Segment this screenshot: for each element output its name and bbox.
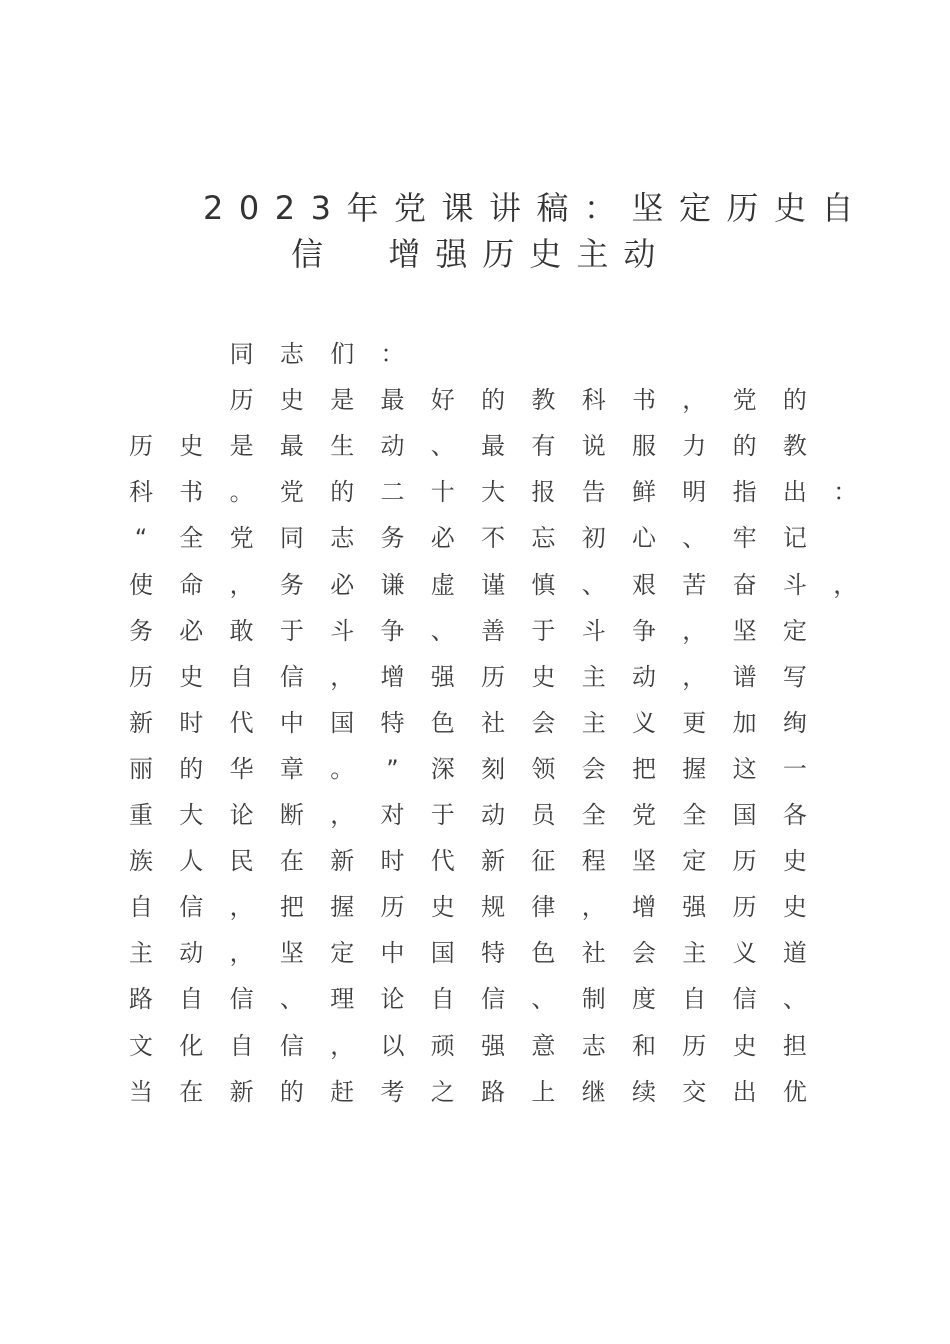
- text-char: 务: [380, 524, 405, 553]
- text-char: 同: [279, 524, 304, 553]
- text-char: 告: [581, 478, 606, 507]
- text-char: 历: [229, 386, 254, 415]
- text-char: 自: [682, 985, 707, 1014]
- text-char: ，: [330, 801, 355, 829]
- text-char: 最: [380, 386, 405, 415]
- text-char: 交: [682, 1077, 707, 1106]
- text-char: 顽: [430, 1031, 455, 1060]
- text-char: 斗: [581, 616, 606, 645]
- text-char: 生: [330, 432, 355, 461]
- text-char: 历: [682, 1031, 707, 1060]
- text-char: 时: [380, 847, 405, 876]
- text-char: 信: [732, 985, 757, 1014]
- text-char: 写: [782, 662, 807, 691]
- text-char: 明: [682, 478, 707, 507]
- text-char: 历: [129, 432, 153, 461]
- text-char: 握: [682, 754, 707, 783]
- text-char: 义: [732, 939, 757, 968]
- text-char: 党: [632, 801, 656, 829]
- text-char: 信: [179, 893, 204, 922]
- text-char: 继: [581, 1077, 606, 1106]
- text-char: 。: [229, 478, 254, 507]
- text-char: 务: [129, 616, 153, 645]
- text-char: 历: [481, 662, 506, 691]
- text-char: 规: [481, 893, 506, 922]
- text-char: 党: [732, 386, 757, 415]
- text-char: 色: [531, 939, 556, 968]
- text-char: 牢: [732, 524, 757, 553]
- text-char: 的: [330, 478, 355, 507]
- text-char: 对: [380, 801, 405, 829]
- text-char: 记: [782, 524, 807, 553]
- text-char: 志: [330, 524, 355, 553]
- text-char: 、: [279, 985, 304, 1014]
- text-char: 的: [732, 432, 757, 461]
- text-char: 的: [481, 386, 506, 415]
- text-char: 全: [581, 801, 606, 829]
- text-char: 历: [129, 662, 153, 691]
- text-char: 初: [581, 524, 606, 553]
- text-char: 历: [380, 893, 405, 922]
- text-char: 史: [782, 847, 807, 876]
- text-char: 主: [581, 708, 606, 737]
- text-char: 义: [632, 708, 656, 737]
- text-char: ：: [833, 478, 858, 507]
- text-char: 在: [179, 1077, 204, 1106]
- text-char: “: [134, 524, 148, 553]
- text-char: 史: [279, 386, 304, 415]
- text-char: 坚: [732, 616, 757, 645]
- text-char: 的: [782, 386, 807, 415]
- text-char: 最: [481, 432, 506, 461]
- text-char: 、: [782, 985, 807, 1014]
- text-char: 在: [279, 847, 304, 876]
- text-char: 、: [581, 570, 606, 599]
- text-char: 上: [531, 1077, 556, 1106]
- text-char: 、: [430, 432, 455, 461]
- text-char: 信: [229, 985, 254, 1014]
- text-char: 深: [430, 754, 455, 783]
- text-char: 史: [430, 893, 455, 922]
- text-char: 历: [732, 893, 757, 922]
- text-char: 最: [279, 432, 304, 461]
- text-char: 国: [430, 939, 455, 968]
- text-char: ，: [229, 893, 254, 922]
- text-char: ，: [229, 570, 254, 599]
- text-char: 文: [129, 1031, 153, 1060]
- text-char: 信: [481, 985, 506, 1014]
- text-char: 之: [430, 1077, 455, 1106]
- text-char: 定: [682, 847, 707, 876]
- text-char: 强: [682, 893, 707, 922]
- text-char: 理: [330, 985, 355, 1014]
- text-char: 制: [581, 985, 606, 1014]
- text-char: 心: [632, 524, 656, 553]
- text-char: 握: [330, 893, 355, 922]
- text-char: 科: [129, 478, 153, 507]
- text-char: 忘: [531, 524, 556, 553]
- text-char: 征: [531, 847, 556, 876]
- text-char: 民: [229, 847, 254, 876]
- text-char: 苦: [682, 570, 707, 599]
- text-char: 服: [632, 432, 656, 461]
- text-char: 的: [279, 1077, 304, 1106]
- text-char: 、: [531, 985, 556, 1014]
- text-char: 谱: [732, 662, 757, 691]
- text-char: 争: [632, 616, 656, 645]
- text-char: 是: [229, 432, 254, 461]
- text-char: 全: [179, 524, 204, 553]
- text-char: 主: [682, 939, 707, 968]
- text-char: 历: [732, 847, 757, 876]
- text-char: 增: [632, 893, 656, 922]
- text-char: 路: [129, 985, 153, 1014]
- text-char: 志: [581, 1031, 606, 1060]
- text-char: 担: [782, 1031, 807, 1060]
- text-char: 信: [279, 662, 304, 691]
- text-char: 二: [380, 478, 405, 507]
- text-char: 强: [481, 1031, 506, 1060]
- text-char: 自: [430, 985, 455, 1014]
- text-char: 当: [129, 1077, 153, 1106]
- text-char: 加: [732, 708, 757, 737]
- text-char: 艰: [632, 570, 656, 599]
- text-char: 续: [632, 1077, 656, 1106]
- text-char: 自: [179, 985, 204, 1014]
- text-char: 新: [330, 847, 355, 876]
- text-char: 强: [430, 662, 455, 691]
- text-char: 务: [279, 570, 304, 599]
- text-char: 中: [279, 708, 304, 737]
- text-char: ：: [380, 340, 405, 368]
- text-char: 史: [531, 662, 556, 691]
- text-char: 会: [531, 708, 556, 737]
- text-char: 谦: [380, 570, 405, 599]
- text-char: 动: [380, 432, 405, 461]
- text-char: 善: [481, 616, 506, 645]
- text-char: ，: [833, 570, 858, 599]
- text-char: 说: [581, 432, 606, 461]
- text-char: 意: [531, 1031, 556, 1060]
- text-char: 特: [380, 708, 405, 737]
- text-char: ，: [682, 616, 707, 645]
- text-char: 时: [179, 708, 204, 737]
- text-char: 会: [632, 939, 656, 968]
- text-char: 特: [481, 939, 506, 968]
- text-char: 社: [481, 708, 506, 737]
- text-char: 绚: [782, 708, 807, 737]
- text-char: 主: [129, 939, 153, 968]
- text-char: 新: [229, 1077, 254, 1106]
- text-char: 史: [179, 432, 204, 461]
- text-char: ，: [330, 1031, 355, 1060]
- text-char: 史: [732, 1031, 757, 1060]
- text-char: 一: [782, 754, 807, 783]
- text-char: 党: [229, 524, 254, 553]
- text-char: 把: [632, 754, 656, 783]
- text-char: 定: [782, 616, 807, 645]
- text-char: 志: [279, 340, 304, 368]
- text-char: 好: [430, 386, 455, 415]
- text-char: 道: [782, 939, 807, 968]
- text-char: 中: [380, 939, 405, 968]
- text-char: 鲜: [632, 478, 656, 507]
- text-char: 和: [632, 1031, 656, 1060]
- text-char: 于: [430, 801, 455, 829]
- text-char: 把: [279, 893, 304, 922]
- text-char: 会: [581, 754, 606, 783]
- text-char: 命: [179, 570, 204, 599]
- text-char: ，: [229, 939, 254, 968]
- text-char: 必: [430, 524, 455, 553]
- text-char: 程: [581, 847, 606, 876]
- text-char: 族: [129, 847, 153, 876]
- text-char: 斗: [782, 570, 807, 599]
- text-char: 国: [330, 708, 355, 737]
- text-char: 重: [129, 801, 153, 829]
- text-char: 主: [581, 662, 606, 691]
- text-char: ，: [330, 662, 355, 691]
- text-char: 谨: [481, 570, 506, 599]
- text-char: 代: [229, 708, 254, 737]
- text-char: 领: [531, 754, 556, 783]
- text-char: 优: [782, 1077, 807, 1106]
- text-char: 自: [229, 662, 254, 691]
- text-char: 章: [279, 754, 304, 783]
- text-char: 考: [380, 1077, 405, 1106]
- text-char: 路: [481, 1077, 506, 1106]
- text-char: 党: [279, 478, 304, 507]
- text-char: 华: [229, 754, 254, 783]
- text-char: 史: [782, 893, 807, 922]
- text-char: 断: [279, 801, 304, 829]
- text-char: 坚: [632, 847, 656, 876]
- text-char: 史: [179, 662, 204, 691]
- text-char: 教: [531, 386, 556, 415]
- document-title-line-1: 2023年党课讲稿：坚定历史自: [203, 189, 869, 227]
- text-char: 虚: [430, 570, 455, 599]
- text-char: 奋: [732, 570, 757, 599]
- text-char: 律: [531, 893, 556, 922]
- text-char: 论: [229, 801, 254, 829]
- text-char: 出: [732, 1077, 757, 1106]
- text-char: 动: [179, 939, 204, 968]
- text-char: 大: [481, 478, 506, 507]
- text-char: 争: [380, 616, 405, 645]
- text-char: ，: [581, 893, 606, 922]
- text-char: 人: [179, 847, 204, 876]
- text-char: 各: [782, 801, 807, 829]
- text-char: 大: [179, 801, 204, 829]
- text-char: 化: [179, 1031, 204, 1060]
- text-char: 动: [632, 662, 656, 691]
- text-char: 全: [682, 801, 707, 829]
- text-char: 十: [430, 478, 455, 507]
- text-char: 书: [179, 478, 204, 507]
- text-char: 以: [380, 1031, 405, 1060]
- text-char: 论: [380, 985, 405, 1014]
- text-char: 色: [430, 708, 455, 737]
- text-char: 同: [229, 340, 254, 368]
- text-char: 、: [430, 616, 455, 645]
- text-char: 定: [330, 939, 355, 968]
- text-char: 科: [581, 386, 606, 415]
- text-char: 代: [430, 847, 455, 876]
- text-char: 自: [129, 893, 153, 922]
- text-char: 于: [279, 616, 304, 645]
- text-char: 新: [129, 708, 153, 737]
- text-char: 于: [531, 616, 556, 645]
- text-char: 书: [632, 386, 656, 415]
- text-char: 刻: [481, 754, 506, 783]
- text-char: ，: [682, 386, 707, 415]
- text-char: 出: [782, 478, 807, 507]
- text-char: ，: [682, 662, 707, 691]
- text-char: 的: [179, 754, 204, 783]
- text-char: 必: [179, 616, 204, 645]
- text-char: 社: [581, 939, 606, 968]
- text-char: 们: [330, 340, 355, 368]
- text-char: 员: [531, 801, 556, 829]
- text-char: 慎: [531, 570, 556, 599]
- text-char: 动: [481, 801, 506, 829]
- text-char: 使: [129, 570, 153, 599]
- text-char: 坚: [279, 939, 304, 968]
- text-char: 更: [682, 708, 707, 737]
- text-char: 力: [682, 432, 707, 461]
- text-char: 度: [632, 985, 656, 1014]
- text-char: 教: [782, 432, 807, 461]
- text-char: 增: [380, 662, 405, 691]
- text-char: 有: [531, 432, 556, 461]
- document-title-line-2: 信 增强历史主动: [291, 235, 671, 273]
- text-char: 信: [279, 1031, 304, 1060]
- text-char: 、: [682, 524, 707, 553]
- text-char: 斗: [330, 616, 355, 645]
- text-char: 这: [732, 754, 757, 783]
- text-char: 新: [481, 847, 506, 876]
- text-char: 国: [732, 801, 757, 829]
- text-char: 必: [330, 570, 355, 599]
- text-char: 自: [229, 1031, 254, 1060]
- text-char: 丽: [129, 754, 153, 783]
- text-char: 是: [330, 386, 355, 415]
- text-char: 敢: [229, 616, 254, 645]
- text-char: ”: [386, 754, 399, 783]
- text-char: 。: [330, 754, 355, 783]
- text-char: 指: [732, 478, 757, 507]
- text-char: 报: [531, 478, 556, 507]
- text-char: 赶: [330, 1077, 355, 1106]
- text-char: 不: [481, 524, 506, 553]
